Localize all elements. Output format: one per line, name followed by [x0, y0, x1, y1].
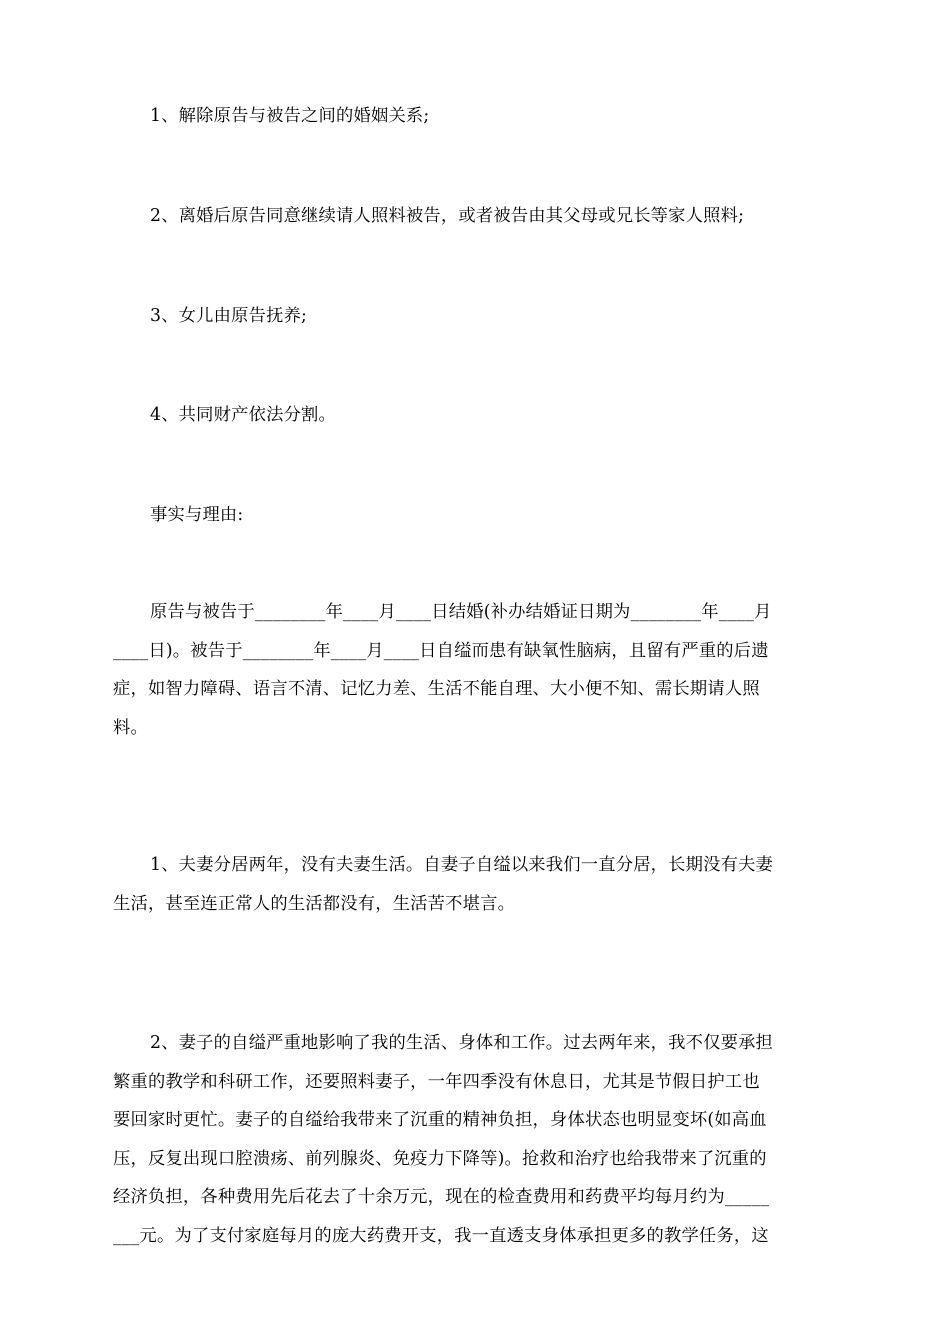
reason-2-line-4: 压，反复出现口腔溃疡、前列腺炎、免疫力下降等)。抢救和治疗也给我带来了沉重的 [113, 1148, 767, 1169]
facts-line-2: ____日)。被告于________年____月____日自缢而患有缺氧性脑病，且留有严重的后遗 [113, 640, 769, 661]
reason-2-paragraph [113, 1024, 837, 1255]
claim-3 [113, 297, 837, 336]
claim-4 [113, 396, 837, 435]
reason-2-line-3: 要回家时更忙。妻子的自缢给我带来了沉重的精神负担，身体状态也明显变坏(如高血 [113, 1110, 767, 1130]
facts-line-1: 原告与被告于________年____月____日结婚(补办结婚证日期为________年____月 [150, 602, 772, 622]
claim-2-line: 2、离婚后原告同意继续请人照料被告，或者被告由其父母或兄长等家人照料; [150, 206, 745, 226]
facts-line-3: 症，如智力障碍、语言不清、记忆力差、生活不能自理、大小便不知、需长期请人照 [113, 679, 760, 699]
reason-2-line-2: 繁重的教学和科研工作，还要照料妻子，一年四季没有休息日，尤其是节假日护工也 [113, 1071, 760, 1092]
claim-2 [113, 197, 837, 236]
reason-2-line-5: 经济负担，各种费用先后花去了十余万元，现在的检查费用和药费平均每月约为_____ [113, 1187, 770, 1207]
facts-heading-line: 事实与理由: [150, 505, 244, 525]
reason-1-paragraph [113, 846, 837, 923]
reason-2-line-6: ___元。为了支付家庭每月的庞大药费开支，我一直透支身体承担更多的教学任务，这 [113, 1225, 769, 1246]
reason-2-line-1: 2、妻子的自缢严重地影响了我的生活、身体和工作。过去两年来，我不仅要承担 [150, 1033, 774, 1053]
claim-4-line: 4、共同财产依法分割。 [150, 405, 337, 425]
claim-3-line: 3、女儿由原告抚养; [150, 306, 308, 326]
claim-1-line: 1、解除原告与被告之间的婚姻关系; [150, 106, 430, 126]
reason-1-line-1: 1、夫妻分居两年，没有夫妻生活。自妻子自缢以来我们一直分居，长期没有夫妻 [150, 855, 774, 875]
facts-heading [113, 496, 837, 535]
reason-1-line-2: 生活，甚至连正常人的生活都没有，生活苦不堪言。 [113, 893, 516, 914]
facts-line-4: 料。 [113, 717, 148, 738]
claim-1 [113, 97, 837, 136]
facts-paragraph [113, 593, 837, 747]
